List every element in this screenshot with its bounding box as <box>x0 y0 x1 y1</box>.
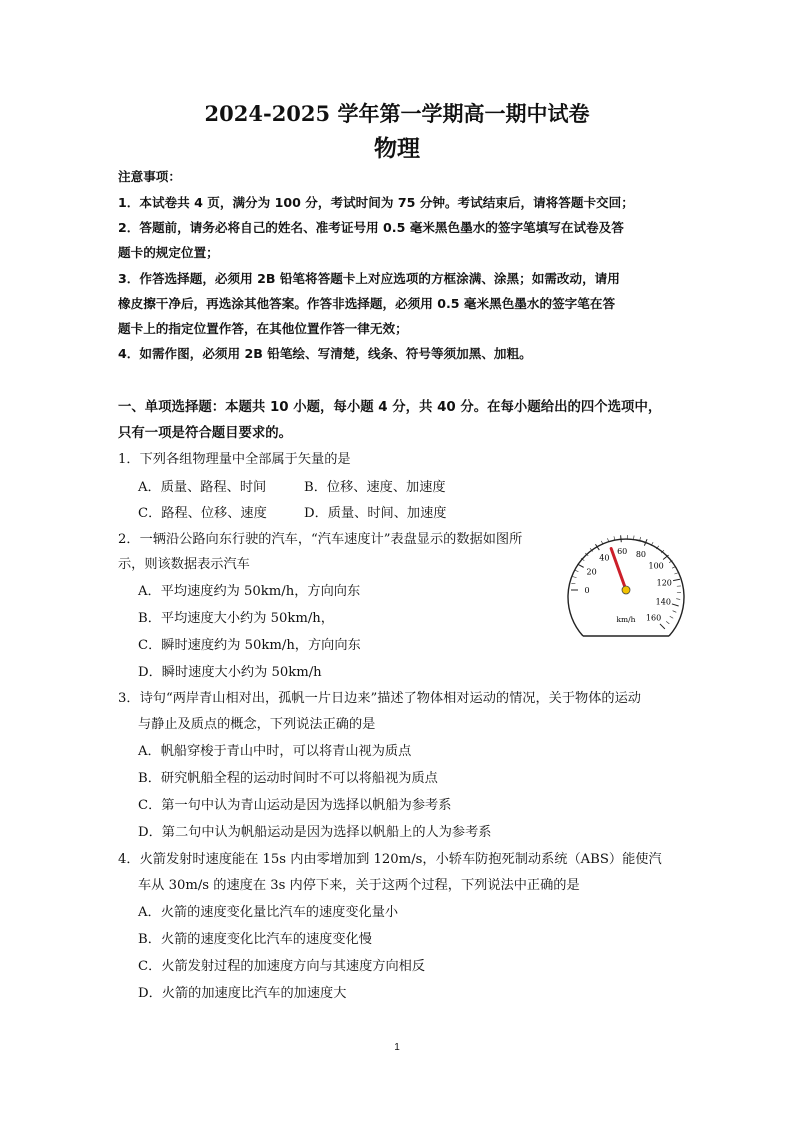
page-number: 1 <box>394 1042 400 1053</box>
gauge-tick <box>660 624 665 629</box>
q4-option-c: C．火箭发射过程的加速度方向与其速度方向相反 <box>138 959 426 974</box>
exam-subject: 物理 <box>374 135 420 162</box>
q3-option-a: A．帆船穿梭于青山中时，可以将青山视为质点 <box>138 744 412 759</box>
q2-option-c: C．瞬时速度约为 50km/h，方向向东 <box>138 638 361 653</box>
gauge-tick-label: 40 <box>599 553 610 563</box>
gauge-tick-label: 140 <box>655 597 671 607</box>
gauge-tick <box>673 579 680 580</box>
q1-stem: 1．下列各组物理量中全部属于矢量的是 <box>118 452 351 467</box>
gauge-tick <box>573 577 577 578</box>
notice-line: 题卡上的指定位置作答，在其他位置作答一律无效； <box>118 321 408 336</box>
q2-option-b: B．平均速度大小约为 50km/h， <box>138 611 334 626</box>
q1-option-a: A．质量、路程、时间 <box>138 480 267 495</box>
q4-stem-cont: 车从 30m/s 的速度在 3s 内停下来，关于这两个过程，下列说法中正确的是 <box>138 878 580 893</box>
gauge-tick-label: 100 <box>648 561 664 571</box>
gauge-labels <box>584 547 671 622</box>
q2-option-a: A．平均速度约为 50km/h，方向向东 <box>138 584 361 599</box>
gauge-tick-label: 80 <box>635 549 647 559</box>
gauge-tick-label: 60 <box>617 547 628 557</box>
q1-option-b: B．位移、速度、加速度 <box>304 480 446 495</box>
exam-title: 2024-2025 学年第一学期高一期中试卷 <box>204 101 590 126</box>
q2-stem-cont: 示，则该数据表示汽车 <box>118 557 250 572</box>
q4-stem: 4．火箭发射时速度能在 15s 内由零增加到 120m/s，小轿车防抱死制动系统（ABS）能使汽 <box>118 852 662 867</box>
gauge-tick <box>674 573 678 574</box>
gauge-tick <box>575 570 579 571</box>
section-heading-cont: 只有一项是符合题目要求的。 <box>118 426 293 441</box>
gauge-tick-label: 20 <box>586 567 597 577</box>
gauge-tick <box>676 599 680 600</box>
q1-option-d: D．质量、时间、加速度 <box>304 506 447 521</box>
gauge-tick <box>577 564 583 567</box>
gauge-unit: km/h <box>616 615 636 624</box>
q3-option-b: B．研究帆船全程的运动时间时不可以将船视为质点 <box>138 771 438 786</box>
gauge-tick-label: 160 <box>645 613 662 623</box>
gauge-tick-label: 0 <box>584 586 590 595</box>
notice-line: 2．答题前，请务必将自己的姓名、准考证号用 0.5 毫米黑色墨水的签字笔填写在试卷及答 <box>118 220 624 235</box>
q4-option-b: B．火箭的速度变化比汽车的速度变化慢 <box>138 932 372 947</box>
notice-line: 4．如需作图，必须用 2B 铅笔绘、写清楚，线条、符号等须加黑、加粗。 <box>118 346 532 361</box>
notice-heading: 注意事项： <box>118 169 181 184</box>
gauge-tick <box>666 621 669 623</box>
q2-stem: 2．一辆沿公路向东行驶的汽车，“汽车速度计”表盘显示的数据如图所 <box>118 532 523 547</box>
q3-stem-cont: 与静止及质点的概念，下列说法正确的是 <box>138 717 376 732</box>
q3-option-c: C．第一句中认为青山运动是因为选择以帆船为参考系 <box>138 798 452 813</box>
q3-option-d: D．第二句中认为帆船运动是因为选择以帆船上的人为参考系 <box>138 825 492 840</box>
gauge-tick <box>672 604 679 606</box>
gauge-tick <box>621 535 622 542</box>
notice-line: 题卡的规定位置； <box>118 245 219 260</box>
gauge-tick <box>670 616 673 618</box>
section-heading: 一、单项选择题：本题共 10 小题，每小题 4 分，共 40 分。在每小题给出的四个选项中， <box>118 400 662 415</box>
speedometer-figure <box>563 528 689 640</box>
q4-option-a: A．火箭的速度变化量比汽车的速度变化量小 <box>138 905 399 920</box>
notice-line: 3．作答选择题，必须用 2B 铅笔将答题卡上对应选项的方框涂满、涂黑；如需改动，请用 <box>118 271 620 286</box>
gauge-tick <box>673 611 677 613</box>
notice-line: 1．本试卷共 4 页，满分为 100 分，考试时间为 75 分钟。考试结束后，请将答题卡交回； <box>118 195 634 210</box>
q3-stem: 3．诗句“两岸青山相对出，孤帆一片日边来”描述了物体相对运动的情况，关于物体的运动 <box>118 691 641 706</box>
notice-line: 橡皮擦干净后，再选涂其他答案。作答非选择题，必须用 0.5 毫米黑色墨水的签字笔在答 <box>118 296 616 311</box>
q4-option-d: D．火箭的加速度比汽车的加速度大 <box>138 986 347 1001</box>
q1-option-c: C．路程、位移、速度 <box>138 506 267 521</box>
gauge-tick-label: 120 <box>656 578 672 588</box>
gauge-hub <box>622 586 630 594</box>
q2-option-d: D．瞬时速度大小约为 50km/h <box>138 665 322 680</box>
